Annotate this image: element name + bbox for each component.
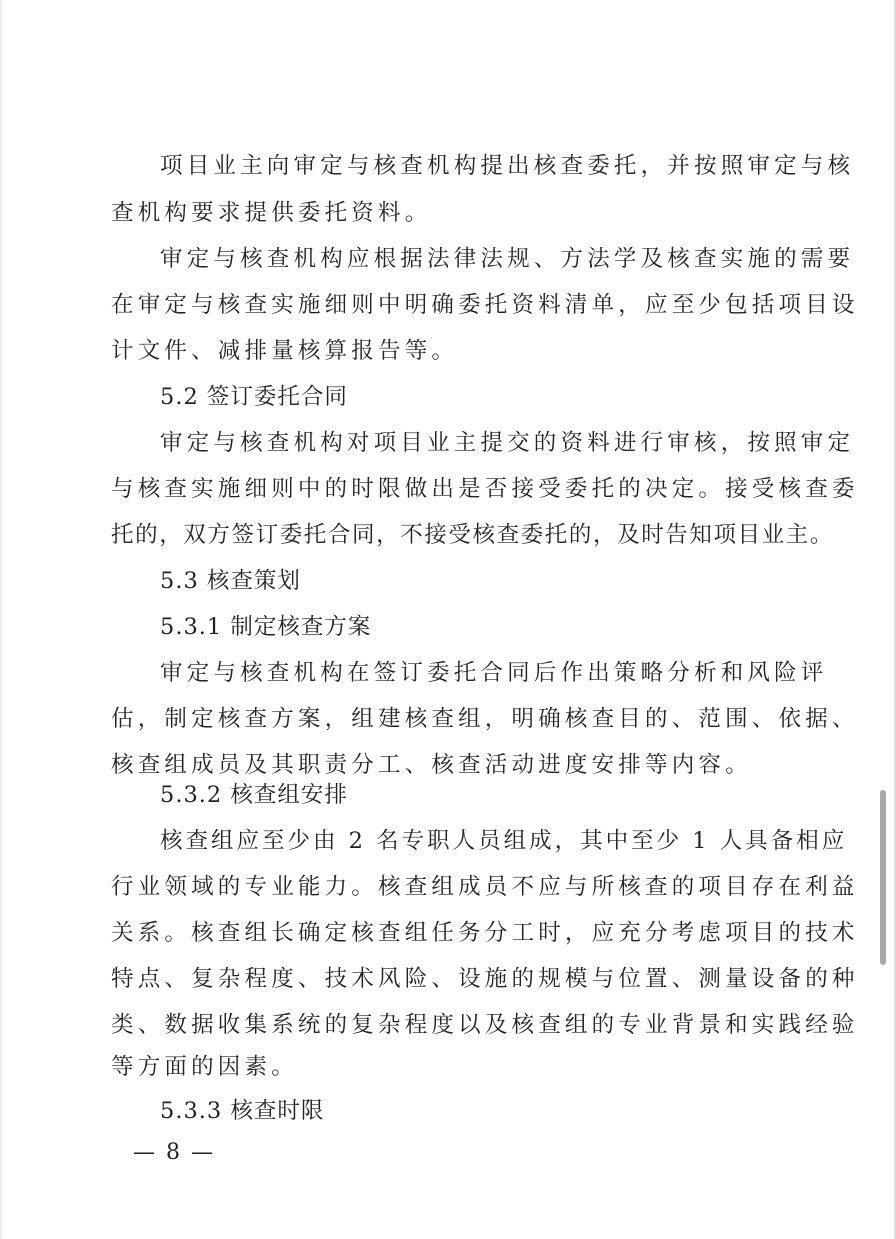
section-heading-5-3-1: 5.3.1 制定核查方案 bbox=[160, 614, 372, 640]
paragraph-2-line-2: 在审定与核查实施细则中明确委托资料清单，应至少包括项目设 bbox=[111, 292, 859, 318]
section-heading-5-3-3: 5.3.3 核查时限 bbox=[160, 1098, 325, 1124]
paragraph-5-line-3: 关系。核查组长确定核查组任务分工时，应充分考虑项目的技术 bbox=[111, 920, 859, 946]
paragraph-4-line-1: 审定与核查机构在签订委托合同后作出策略分析和风险评 bbox=[160, 660, 828, 686]
paragraph-5-line-5: 类、数据收集系统的复杂程度以及核查组的专业背景和实践经验 bbox=[111, 1012, 859, 1038]
vertical-scrollbar[interactable] bbox=[880, 790, 890, 970]
page-number: — 8 — bbox=[133, 1140, 215, 1165]
paragraph-3-line-3: 托的，双方签订委托合同，不接受核查委托的，及时告知项目业主。 bbox=[111, 522, 835, 548]
page-edge-left bbox=[0, 0, 2, 1239]
section-heading-5-3: 5.3 核查策划 bbox=[160, 568, 301, 594]
paragraph-3-line-2: 与核查实施细则中的时限做出是否接受委托的决定。接受核查委 bbox=[111, 476, 859, 502]
scrollbar-thumb[interactable] bbox=[880, 790, 886, 965]
paragraph-5-line-1: 核查组应至少由 2 名专职人员组成，其中至少 1 人具备相应 bbox=[160, 828, 848, 854]
paragraph-5-line-2: 行业领域的专业能力。核查组成员不应与所核查的项目存在利益 bbox=[111, 874, 859, 900]
paragraph-5-line-6: 等方面的因素。 bbox=[111, 1054, 298, 1080]
section-heading-5-3-2: 5.3.2 核查组安排 bbox=[160, 782, 348, 808]
paragraph-5-line-4: 特点、复杂程度、技术风险、设施的规模与位置、测量设备的种 bbox=[111, 966, 859, 992]
paragraph-4-line-2: 估，制定核查方案，组建核查组，明确核查目的、范围、依据、 bbox=[111, 706, 859, 732]
paragraph-2-line-1: 审定与核查机构应根据法律法规、方法学及核查实施的需要 bbox=[160, 246, 855, 272]
paragraph-4-line-3: 核查组成员及其职责分工、核查活动进度安排等内容。 bbox=[111, 752, 752, 778]
paragraph-1-line-1: 项目业主向审定与核查机构提出核查委托，并按照审定与核 bbox=[160, 153, 855, 179]
paragraph-2-line-3: 计文件、减排量核算报告等。 bbox=[111, 338, 459, 364]
section-heading-5-2: 5.2 签订委托合同 bbox=[160, 384, 348, 410]
paragraph-3-line-1: 审定与核查机构对项目业主提交的资料进行审核，按照审定 bbox=[160, 430, 855, 456]
paragraph-1-line-2: 查机构要求提供委托资料。 bbox=[111, 200, 432, 226]
